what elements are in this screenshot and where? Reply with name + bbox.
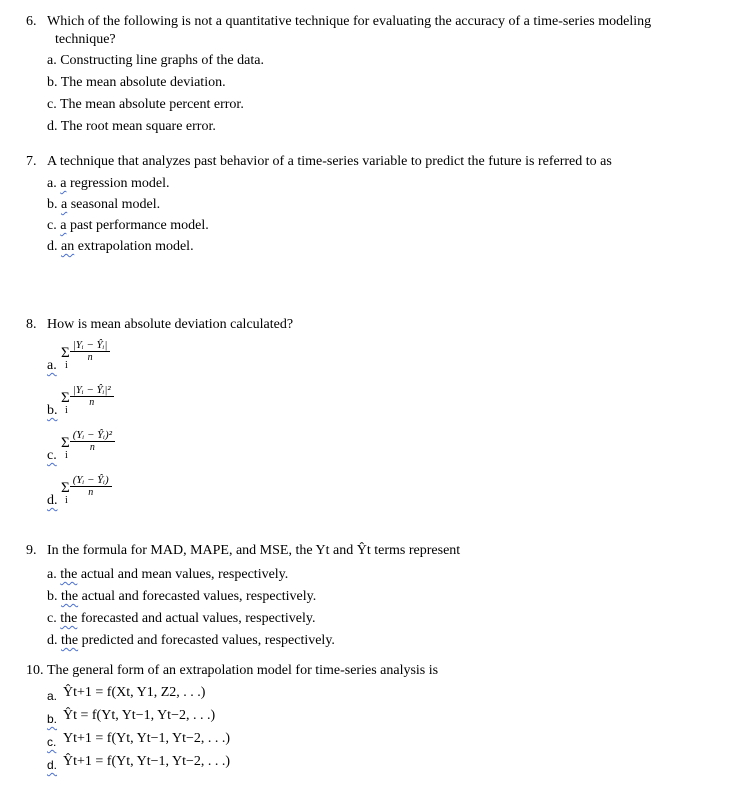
option-word: the xyxy=(61,633,79,648)
option-letter: d. xyxy=(47,758,58,772)
option-word: the xyxy=(60,567,78,582)
option-word: the xyxy=(61,589,79,604)
sigma-symbol: Σ xyxy=(61,435,70,451)
option-text: regression model. xyxy=(69,176,170,191)
option-letter: b. xyxy=(47,403,58,418)
option xyxy=(47,197,160,213)
option-word: a xyxy=(61,197,68,212)
formula-numerator: |Yᵢ − Ŷᵢ|² xyxy=(70,384,114,397)
option: b. The mean absolute deviation. xyxy=(47,75,226,90)
option-text: predicted and forecasted values, respectively. xyxy=(81,633,335,648)
equation: Ŷt+1 = f(Xt, Y1, Z2, . . .) xyxy=(63,685,206,700)
option-text: past performance model. xyxy=(69,218,209,233)
question-number: 7. xyxy=(26,154,37,169)
question-text: Which of the following is not a quantitative technique for evaluating the accuracy of a time-series modeling xyxy=(47,14,652,29)
question-text: A technique that analyzes past behavior of a time-series variable to predict the future is referred to as xyxy=(47,154,612,169)
option-text: forecasted and actual values, respectively. xyxy=(80,611,316,626)
formula-denominator: n xyxy=(89,397,95,408)
equation: Yt+1 = f(Yt, Yt−1, Yt−2, . . .) xyxy=(63,731,231,746)
option-word: an xyxy=(61,239,75,254)
option xyxy=(47,589,316,605)
sum-index: i xyxy=(65,495,68,506)
formula xyxy=(61,339,110,363)
equation: Ŷt+1 = f(Yt, Yt−1, Yt−2, . . .) xyxy=(63,754,231,769)
option-text: actual and forecasted values, respectively. xyxy=(81,589,317,604)
sigma-symbol: Σ xyxy=(61,480,70,496)
option-letter: b. xyxy=(47,589,58,604)
question-number: 10. xyxy=(26,663,44,678)
option xyxy=(47,239,194,255)
option xyxy=(47,176,169,192)
option-text: seasonal model. xyxy=(70,197,161,212)
option-letter: d. xyxy=(47,239,58,254)
question-text: The general form of an extrapolation model for time-series analysis is xyxy=(47,663,439,678)
sum-index: i xyxy=(65,360,68,371)
formula xyxy=(61,384,114,408)
sigma-symbol: Σ xyxy=(61,390,70,406)
option-letter: a. xyxy=(47,567,57,582)
option-word: a xyxy=(60,218,67,233)
option-letter: b. xyxy=(47,197,58,212)
option-letter: d. xyxy=(47,493,58,508)
option-text: actual and mean values, respectively. xyxy=(80,567,289,582)
question-text: How is mean absolute deviation calculated? xyxy=(47,317,294,332)
question-text: technique? xyxy=(55,32,116,47)
option xyxy=(47,218,209,234)
equation: Ŷt = f(Yt, Yt−1, Yt−2, . . .) xyxy=(63,708,216,723)
question-number: 8. xyxy=(26,317,37,332)
option-letter: c. xyxy=(47,448,57,463)
sum-index: i xyxy=(65,405,68,416)
formula-numerator: (Yᵢ − Ŷᵢ)² xyxy=(70,429,115,442)
option-text: extrapolation model. xyxy=(77,239,194,254)
formula-denominator: n xyxy=(89,442,95,453)
formula xyxy=(61,429,115,453)
option-letter: d. xyxy=(47,633,58,648)
sigma-symbol: Σ xyxy=(61,345,70,361)
formula-numerator: (Yᵢ − Ŷᵢ) xyxy=(70,474,112,487)
question-number: 6. xyxy=(26,14,37,29)
question-text: In the formula for MAD, MAPE, and MSE, the Yt and Ŷt terms represent xyxy=(47,543,461,558)
option: d. The root mean square error. xyxy=(47,119,216,134)
option-letter: a. xyxy=(47,689,58,703)
option: c. The mean absolute percent error. xyxy=(47,97,244,112)
option-letter: c. xyxy=(47,735,57,749)
formula xyxy=(61,474,112,498)
option xyxy=(47,567,288,583)
option xyxy=(47,611,315,627)
question-number: 9. xyxy=(26,543,37,558)
option: a. Constructing line graphs of the data. xyxy=(47,53,264,68)
formula-denominator: n xyxy=(87,352,93,363)
option-word: the xyxy=(60,611,78,626)
option-letter: b. xyxy=(47,712,58,726)
sum-index: i xyxy=(65,450,68,461)
option-letter: c. xyxy=(47,218,57,233)
option-letter: c. xyxy=(47,611,57,626)
option-letter: a. xyxy=(47,176,57,191)
formula-denominator: n xyxy=(88,487,94,498)
option-letter: a. xyxy=(47,358,57,373)
formula-numerator: |Yᵢ − Ŷᵢ| xyxy=(70,339,111,352)
option xyxy=(47,633,335,649)
option-word: a xyxy=(60,176,67,191)
